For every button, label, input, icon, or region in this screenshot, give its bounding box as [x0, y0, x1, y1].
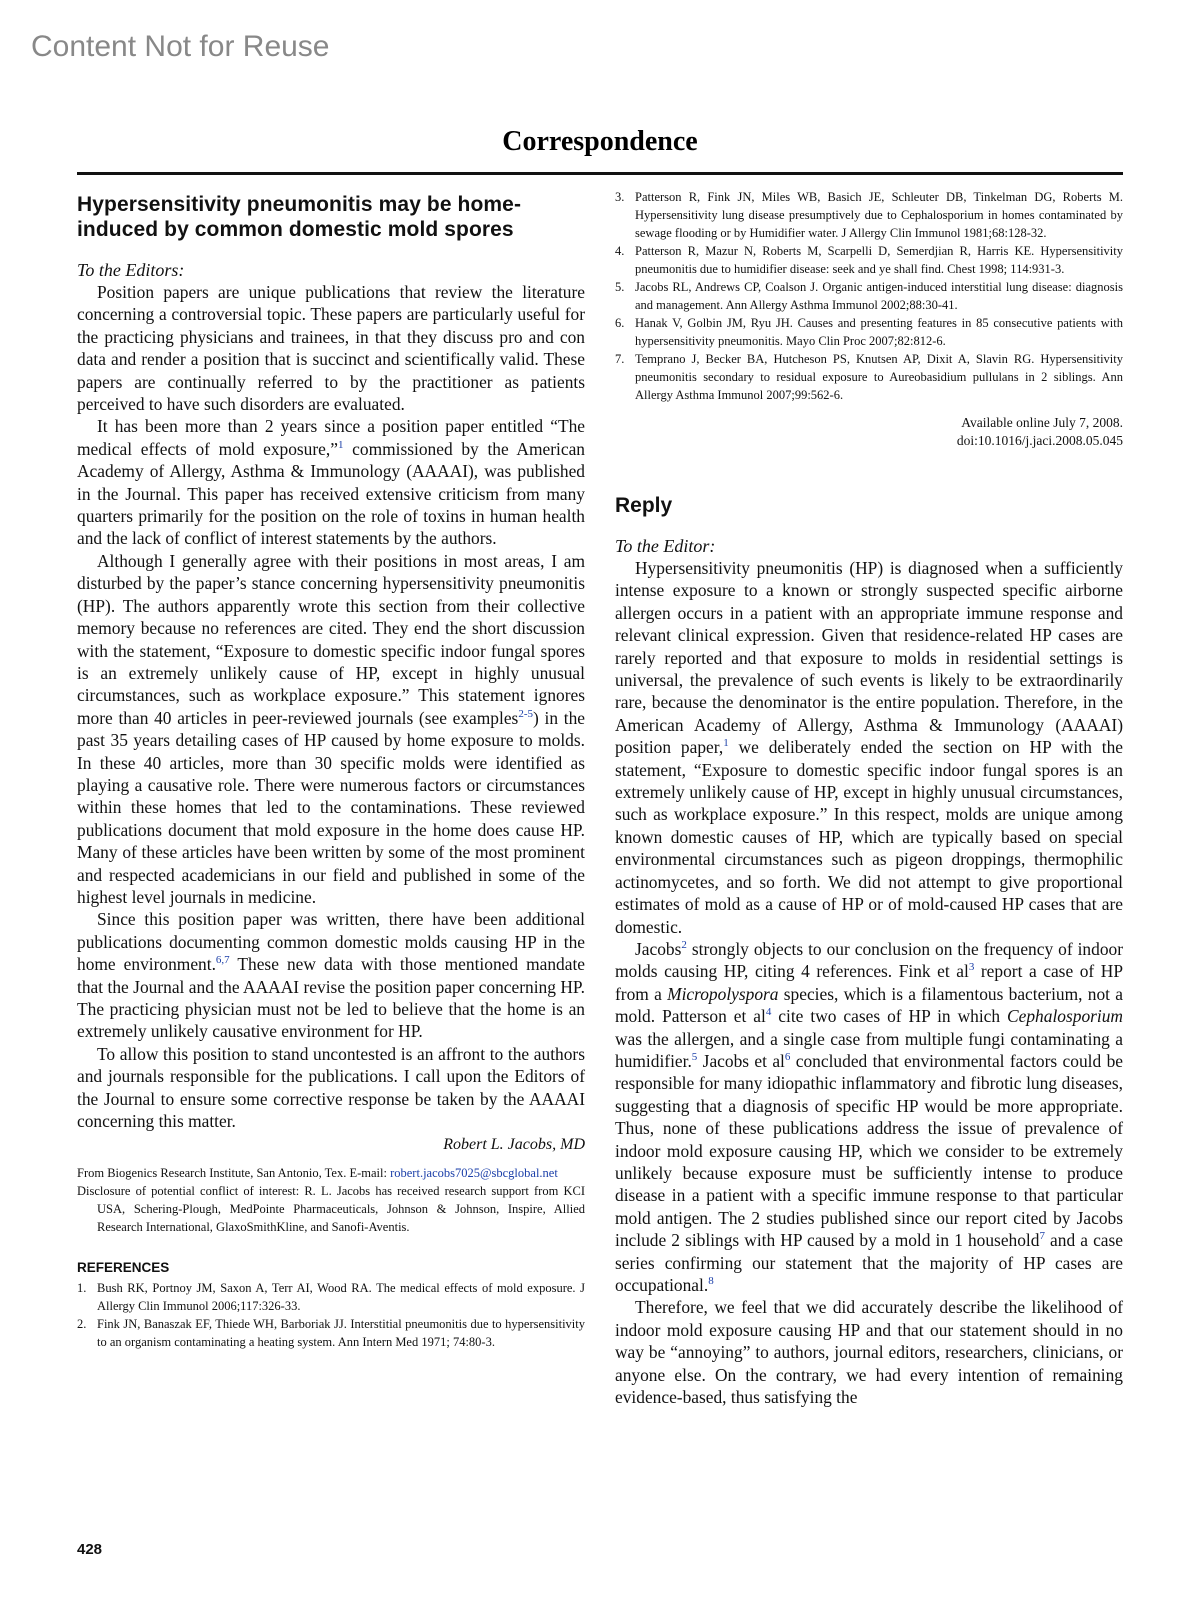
affiliation [77, 1164, 585, 1182]
letter-paragraph-1: Position papers are unique publications that review the literature concerning a controversial topic. These papers are particularly useful for the practicing physicians and trainees, in that they discuss pro and con data and render a position that is succinct and scientifically valid. These papers are continually referred to by the practitioner as patients perceived to have such disorders are evaluated. [77, 282, 585, 415]
text-run: It has been more than 2 years since a position paper entitled “The medical effects of mold exposure,” [77, 416, 585, 459]
publication-info [615, 414, 1123, 450]
citation-link[interactable]: 7 [1039, 1230, 1045, 1243]
text-run: was the allergen, and a single case from multiple fungi contaminating a humidifier. [615, 1028, 1123, 1071]
reference-item [615, 278, 1123, 314]
citation-link[interactable]: 4 [765, 1006, 772, 1019]
italic-term: Micropolyspora [667, 983, 779, 1004]
citation-link[interactable]: 2-5 [518, 707, 533, 720]
reply-title: Reply [615, 494, 673, 517]
section-title: Correspondence [502, 126, 698, 157]
text-run: Jacobs [635, 938, 682, 959]
text-run: concluded that environmental factors could be responsible for many idiopathic inflammatory and fibrotic lung diseases, suggesting that a diagnosis of specific HP would be more appropriate. Thus, none of these publications address the issue of prevalence of indoor mold exposure causing HP, which we consider to be extremely unlikely because exposure must be sufficiently intense to produce disease in a patient with a specific immune response to that particular mold antigen. The 2 studies published since our report cited by Jacobs include 2 siblings with HP caused by a mold in 1 household [615, 1050, 1123, 1251]
letter-paragraph-5: To allow this position to stand uncontested is an affront to the authors and journals responsible for the publications. I call upon the Editors of the Journal to ensure some corrective response be taken by the AAAAI concerning this matter. [77, 1043, 585, 1132]
citation-link[interactable]: 1 [337, 439, 344, 452]
text-run: Since this position paper was written, there have been additional publications documenting common domestic molds causing HP in the home environment. [77, 909, 585, 975]
reply-paragraph-2 [615, 938, 1123, 1297]
reference-number: 3. [615, 190, 625, 204]
author-signature: Robert L. Jacobs, MD [443, 1136, 585, 1154]
italic-term: Cephalosporium [1007, 1006, 1123, 1027]
text-run: ) in the past 35 years detailing cases of HP caused by home exposure to molds. In these 40 articles, more than 30 specific molds were identified as playing a causative role. There were numerous factors or circumstances within these homes that led to the contaminations. These reviewed publications document that mold exposure in the home does cause HP. Many of these articles have been written by some of the most prominent and respected academicians in our field and published in some of the highest level journals in medicine. [77, 707, 585, 907]
doi[interactable]: doi:10.1016/j.jaci.2008.05.045 [956, 433, 1123, 448]
email-link[interactable]: robert.jacobs7025@sbcglobal.net [390, 1166, 558, 1181]
reference-text: Temprano J, Becker BA, Hutcheson PS, Knutsen AP, Dixit A, Slavin RG. Hypersensitivity pneumonitis secondary to residual exposure to Aureobasidium pullulans in 2 siblings. Ann Allergy Asthma Immunol 2007;99:562-6. [635, 352, 1123, 402]
text-run: report a case of HP from a [615, 961, 1123, 1004]
reply-paragraph-3: Therefore, we feel that we did accurately describe the likelihood of indoor mold exposure causing HP and that our statement should in no way be “annoying” to authors, journal editors, researchers, clinicians, or anyone else. On the contrary, we had every intention of remaining evidence-based, thus satisfying the [615, 1297, 1123, 1408]
letter-paragraph-4 [77, 908, 585, 1042]
reference-text: Bush RK, Portnoy JM, Saxon A, Terr AI, Wood RA. The medical effects of mold exposure. J Allergy Clin Immunol 2006;117:326-33. [97, 1281, 585, 1314]
references-list-left [77, 1279, 585, 1351]
citation-link[interactable]: 6,7 [215, 954, 230, 967]
reference-number: 2. [77, 1317, 87, 1332]
reference-item [77, 1315, 585, 1351]
right-column [615, 188, 1123, 1408]
text-run: and a case series confirming our statement that the majority of HP cases are occupational. [615, 1230, 1123, 1295]
reference-item [615, 314, 1123, 350]
reference-text: Fink JN, Banaszak EF, Thiede WH, Barboriak JJ. Interstitial pneumonitis due to hypersensitivity to an organism contaminating a heating system. Ann Intern Med 1971; 74:80-3. [97, 1317, 585, 1350]
citation-link[interactable]: 6 [784, 1051, 791, 1064]
text-run: commissioned by the American Academy of Allergy, Asthma & Immunology (AAAAI), was published in the Journal. This paper has received extensive criticism from many quarters primarily for the position on the role of toxins in human health and the lack of conflict of interest statements by the authors. [77, 438, 585, 549]
left-column [77, 188, 585, 1351]
references-heading: REFERENCES [77, 1260, 170, 1276]
text-run: Jacobs et al [697, 1050, 785, 1071]
reference-text: Patterson R, Fink JN, Miles WB, Basich JE, Schleuter DB, Tinkelman DG, Roberts M. Hypersensitivity lung disease presumptively due to Cephalosporium in homes contaminated by sewage flooding or by Humidifier water. J Allergy Clin Immunol 1981;68:128-32. [635, 190, 1123, 240]
watermark: Content Not for Reuse [31, 30, 330, 63]
reference-item [77, 1279, 585, 1315]
citation-link[interactable]: 1 [723, 737, 729, 750]
text-run: we deliberately ended the section on HP with the statement, “Exposure to domestic specific indoor fungal spores is an extremely unlikely cause of HP, except in highly unusual circumstances, such as workplace exposure.” In this respect, molds are unique among known domestic causes of HP, which are typically based on special environmental circumstances such as pigeon droppings, thermophilic actinomycetes, and so forth. We did not attempt to give proportional estimates of mold as a cause of HP or of mold-caused HP cases that are domestic. [615, 737, 1123, 937]
reference-item [615, 188, 1123, 242]
letter-salutation: To the Editors: [77, 260, 185, 280]
citation-link[interactable]: 2 [681, 939, 687, 952]
text-run: Hypersensitivity pneumonitis (HP) is diagnosed when a sufficiently intense exposure to a known or strongly suspected specific airborne allergen occurs in a patient with an appropriate immune response and relevant clinical expression. Given that residence-related HP cases are rarely reported and that exposure to molds in residential settings is universal, the prevalence of such events is likely to be extraordinarily rare, because the denominator is the entire population. Therefore, in the American Academy of Allergy, Asthma & Immunology (AAAAI) position paper, [615, 558, 1123, 758]
text-run: strongly objects to our conclusion on the frequency of indoor molds causing HP, citing 4 references. Fink et al [615, 938, 1123, 982]
reference-number: 4. [615, 244, 625, 258]
affiliation-block [77, 1164, 585, 1236]
reference-number: 5. [615, 280, 625, 294]
letter-body [77, 281, 585, 1132]
reply-body [615, 557, 1123, 1408]
article-title: Hypersensitivity pneumonitis may be home-induced by common domestic mold spores [77, 193, 522, 241]
reference-text: Patterson R, Mazur N, Roberts M, Scarpelli D, Semerdjian R, Harris KE. Hypersensitivity pneumonitis due to humidifier disease: seek and ye shall find. Chest 1998; 114:931-3. [635, 244, 1123, 276]
citation-link[interactable]: 5 [691, 1051, 698, 1064]
citation-link[interactable]: 3 [968, 961, 975, 974]
reference-number: 7. [615, 352, 625, 366]
letter-paragraph-3 [77, 550, 585, 909]
header-rule [77, 172, 1123, 175]
available-online: Available online July 7, 2008. [961, 415, 1123, 430]
reference-text: Hanak V, Golbin JM, Ryu JH. Causes and presenting features in 85 consecutive patients with hypersensitivity pneumonitis. Mayo Clin Proc 2007;82:812-6. [635, 316, 1123, 348]
reference-item [615, 350, 1123, 404]
text-run: These new data with those mentioned mandate that the Journal and the AAAAI revise the position paper concerning HP. The practicing physician must not be led to believe that the home is an extremely unlikely causative environment for HP. [77, 954, 585, 1042]
references-list-right [615, 188, 1123, 404]
reply-paragraph-1 [615, 557, 1123, 938]
citation-link[interactable]: 8 [708, 1275, 714, 1288]
disclosure: Disclosure of potential conflict of interest: R. L. Jacobs has received research support from KCI USA, Schering-Plough, MedPointe Pharmaceuticals, Johnson & Johnson, Inspire, Allied Research International, GlaxoSmithKline, and Sanofi-Aventis. [77, 1184, 585, 1235]
letter-paragraph-2 [77, 415, 585, 549]
text-run: species, which is a filamentous bacterium, not a mold. Patterson et al [615, 983, 1123, 1027]
affiliation-text: From Biogenics Research Institute, San Antonio, Tex. E-mail: [77, 1166, 391, 1181]
text-run: Although I generally agree with their positions in most areas, I am disturbed by the paper’s stance concerning hypersensitivity pneumonitis (HP). The authors apparently wrote this section from their collective memory because no references are cited. They end the short discussion with the statement, “Exposure to domestic specific indoor fungal spores is an extremely unlikely cause of HP, except in highly unusual circumstances, such as workplace exposure.” This statement ignores more than 40 articles in peer-reviewed journals (see examples [77, 550, 585, 728]
page-number: 428 [77, 1541, 103, 1558]
reference-item [615, 242, 1123, 278]
reference-number: 6. [615, 316, 625, 330]
reference-text: Jacobs RL, Andrews CP, Coalson J. Organic antigen-induced interstitial lung disease: diagnosis and management. Ann Allergy Asthma Immunol 2002;88:30-41. [635, 280, 1123, 312]
reference-number: 1. [77, 1281, 87, 1296]
reply-salutation: To the Editor: [615, 536, 716, 556]
text-run: cite two cases of HP in which [771, 1006, 1008, 1027]
